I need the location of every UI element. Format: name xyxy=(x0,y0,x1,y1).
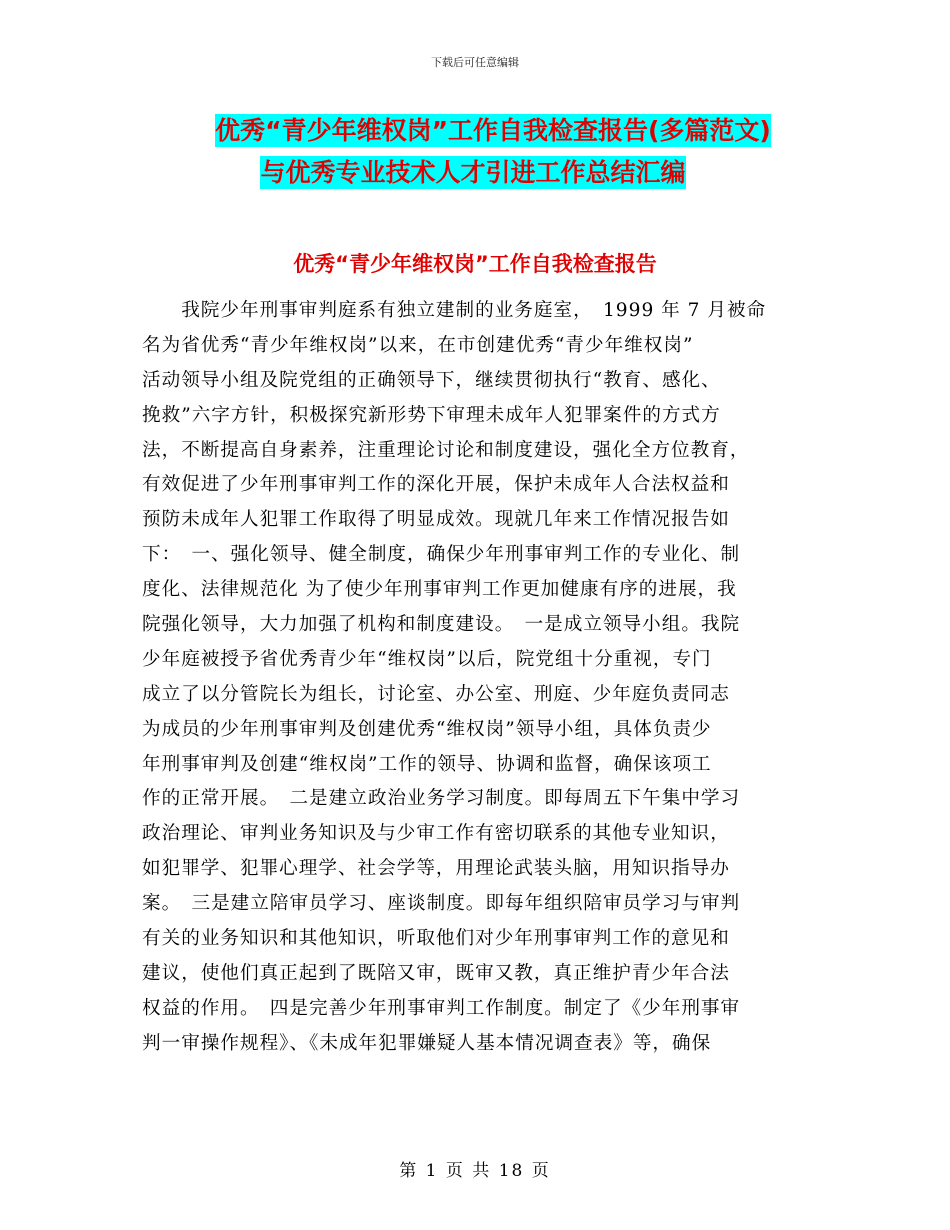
header-note: 下载后可任意编辑 xyxy=(431,56,519,69)
document-title-line-1 xyxy=(18,115,950,147)
body-line: 有关的业务知识和其他知识，听取他们对少年刑事审判工作的意见和 xyxy=(142,928,730,950)
body-line: 院强化领导，大力加强了机构和制度建设。 一是成立领导小组。我院 xyxy=(142,614,741,636)
document-title-line-1-text: 优秀“青少年维权岗”工作自我检查报告(多篇范文) xyxy=(215,116,771,145)
body-line: 度化、法律规范化 为了使少年刑事审判工作更加健康有序的进展，我 xyxy=(142,579,737,601)
body-line: 我院少年刑事审判庭系有独立建制的业务庭室， 1999 年 7 月被命 xyxy=(142,300,767,321)
body-line: 活动领导小组及院党组的正确领导下，继续贯彻执行“教育、感化、 xyxy=(142,369,721,391)
body-line: 权益的作用。 四是完善少年刑事审判工作制度。制定了《少年刑事审 xyxy=(142,997,741,1019)
body-line: 预防未成年人犯罪工作取得了明显成效。现就几年来工作情况报告如 xyxy=(142,509,730,531)
body-line: 挽救”六字方针，积极探究新形势下审理未成年人犯罪案件的方式方 xyxy=(142,404,721,426)
body-line: 下： 一、强化领导、健全制度，确保少年刑事审判工作的专业化、制 xyxy=(142,544,741,566)
body-line: 案。 三是建立陪审员学习、座谈制度。即每年组织陪审员学习与审判 xyxy=(142,893,741,915)
body-line: 如犯罪学、犯罪心理学、社会学等，用理论武装头脑，用知识指导办 xyxy=(142,858,730,880)
page-footer: 第 1 页 共 18 页 xyxy=(399,1161,551,1181)
body-line: 作的正常开展。 二是建立政治业务学习制度。即每周五下午集中学习 xyxy=(142,788,741,810)
body-text xyxy=(142,294,810,1062)
document-title-line-2-text: 与优秀专业技术人才引进工作总结汇编 xyxy=(260,158,686,187)
body-line: 政治理论、审判业务知识及与少审工作有密切联系的其他专业知识， xyxy=(142,823,730,845)
body-line: 法，不断提高自身素养，注重理论讨论和制度建设，强化全方位教育， xyxy=(142,439,750,461)
body-line: 建议，使他们真正起到了既陪又审，既审又教，真正维护青少年合法 xyxy=(142,962,730,984)
body-line: 为成员的少年刑事审判及创建优秀“维权岗”领导小组，具体负责少 xyxy=(142,718,712,740)
body-line: 少年庭被授予省优秀青少年“维权岗”以后，院党组十分重视，专门 xyxy=(142,648,712,670)
body-line: 成立了以分管院长为组长，讨论室、办公室、刑庭、少年庭负责同志 xyxy=(142,683,730,705)
body-line: 名为省优秀“青少年维权岗”以来，在市创建优秀“青少年维权岗” xyxy=(142,334,694,356)
body-line: 年刑事审判及创建“维权岗”工作的领导、协调和监督，确保该项工 xyxy=(142,753,712,775)
document-title-line-2 xyxy=(0,157,948,189)
section-title: 优秀“青少年维权岗”工作自我检查报告 xyxy=(293,252,657,276)
body-line: 有效促进了少年刑事审判工作的深化开展，保护未成年人合法权益和 xyxy=(142,474,730,496)
body-line: 判一审操作规程》、《未成年犯罪嫌疑人基本情况调查表》等，确保 xyxy=(142,1032,712,1054)
